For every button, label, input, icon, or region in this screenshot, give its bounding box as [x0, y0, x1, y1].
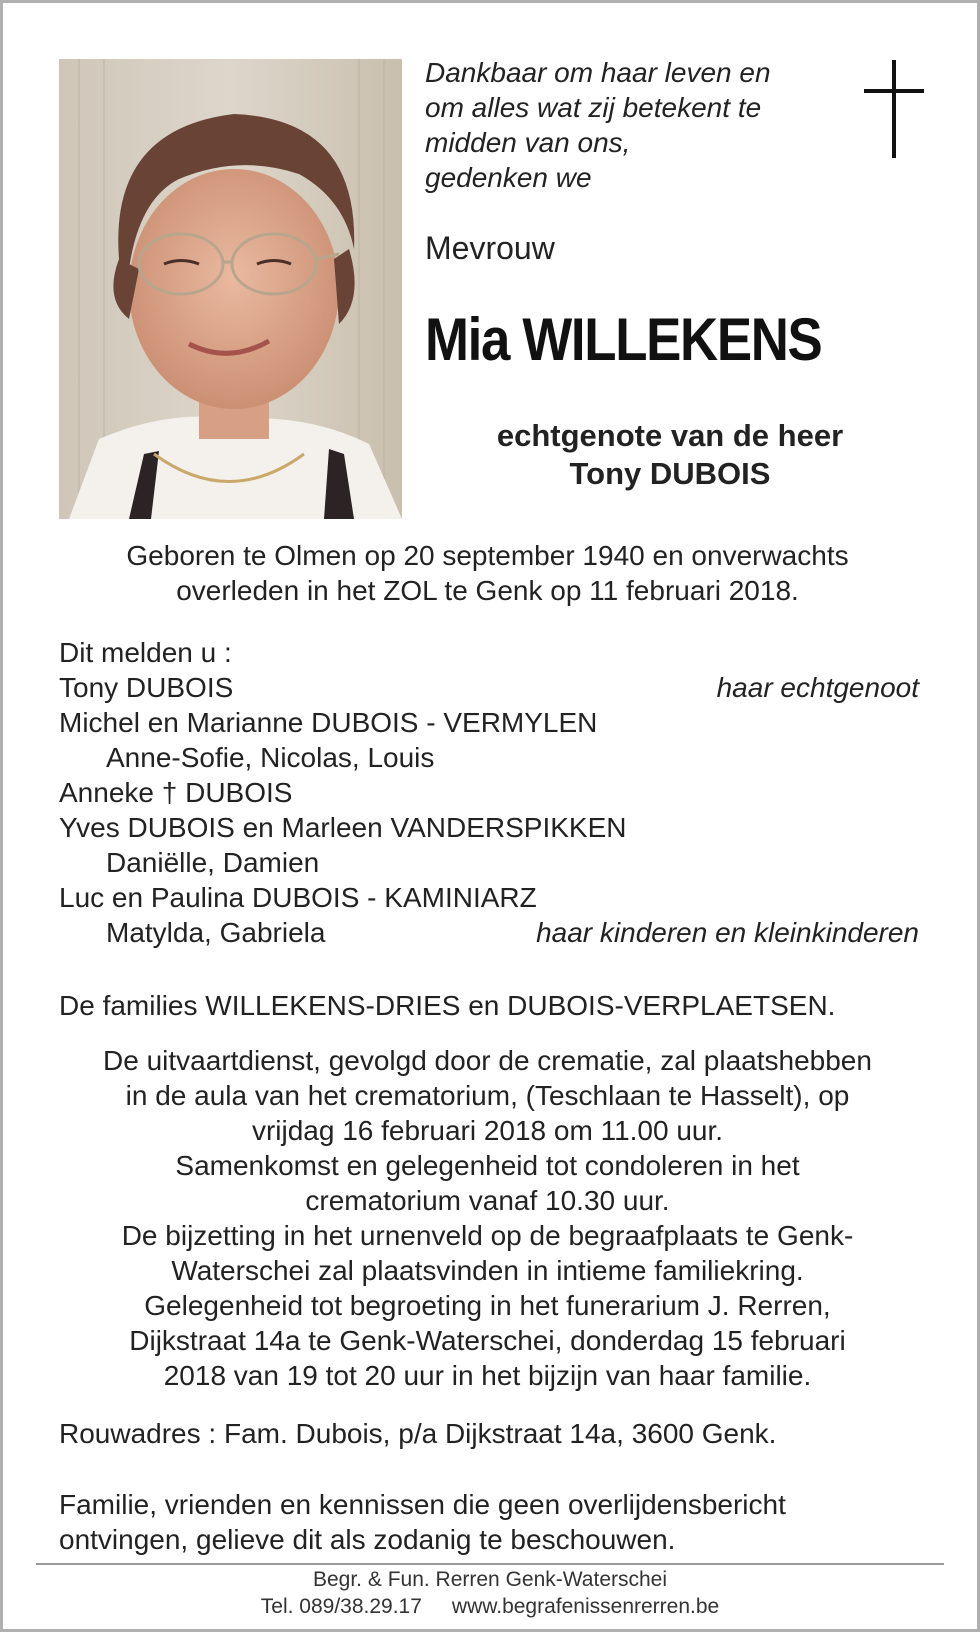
latin-cross-icon — [864, 60, 924, 160]
families-line: De families WILLEKENS-DRIES en DUBOIS-VERPLAETSEN. — [59, 990, 836, 1021]
family-role: haar echtgenoot — [716, 672, 919, 703]
service-line: De uitvaartdienst, gevolgd door de crematie, zal plaatshebben — [103, 1045, 872, 1076]
service-details — [40, 1043, 935, 1393]
family-member: Daniëlle, Damien — [106, 847, 320, 878]
service-line: Gelegenheid tot begroeting in het funerarium J. Rerren, — [144, 1290, 831, 1321]
family-member: Anneke † DUBOIS — [59, 777, 293, 808]
service-line: in de aula van het crematorium, (Teschlaan te Hasselt), op — [125, 1080, 850, 1111]
spouse-line: echtgenote van de heer — [496, 418, 844, 453]
mourning-address: Rouwadres : Fam. Dubois, p/a Dijkstraat 14a, 3600 Genk. — [59, 1418, 777, 1449]
quote-line: Dankbaar om haar leven en — [425, 57, 771, 88]
family-member: Tony DUBOIS — [59, 672, 234, 703]
family-member: Matylda, Gabriela — [106, 917, 326, 948]
spouse-block — [425, 417, 915, 493]
family-member: Luc en Paulina DUBOIS - KAMINIARZ — [59, 882, 537, 913]
family-role: haar kinderen en kleinkinderen — [536, 917, 919, 948]
service-line: 2018 van 19 tot 20 uur in het bijzijn van haar familie. — [163, 1360, 812, 1391]
family-member: Michel en Marianne DUBOIS - VERMYLEN — [59, 707, 598, 738]
family-list — [59, 635, 919, 950]
service-line: crematorium vanaf 10.30 uur. — [305, 1185, 670, 1216]
footer-contact — [0, 1594, 980, 1620]
birth-death-text — [40, 538, 935, 608]
family-row — [59, 670, 919, 705]
family-row — [59, 705, 919, 740]
service-line: De bijzetting in het urnenveld op de begraafplaats te Genk- — [121, 1220, 854, 1251]
spouse-line: Tony DUBOIS — [569, 456, 771, 491]
family-row — [59, 740, 919, 775]
quote-line: om alles wat zij betekent te — [425, 92, 762, 123]
quote-line: midden van ons, — [425, 127, 631, 158]
portrait-photo — [59, 59, 402, 519]
footer-website[interactable]: www.begrafenissenrerren.be — [451, 1595, 720, 1618]
footer-divider — [36, 1563, 944, 1565]
family-row — [59, 880, 919, 915]
family-member: Yves DUBOIS en Marleen VANDERSPIKKEN — [59, 812, 627, 843]
memorial-quote — [425, 55, 825, 195]
service-line: Samenkomst en gelegenheid tot condoleren in het — [175, 1150, 800, 1181]
family-row — [59, 775, 919, 810]
family-member: Anne-Sofie, Nicolas, Louis — [106, 742, 435, 773]
service-line: Waterschei zal plaatsvinden in intieme familiekring. — [171, 1255, 804, 1286]
birth-death-line: overleden in het ZOL te Genk op 11 februari 2018. — [176, 575, 799, 606]
footer-company: Begr. & Fun. Rerren Genk-Waterschei — [312, 1568, 668, 1591]
service-line: Dijkstraat 14a te Genk-Waterschei, donderdag 15 februari — [129, 1325, 846, 1356]
quote-line: gedenken we — [425, 162, 592, 193]
closing-line: Familie, vrienden en kennissen die geen overlijdensbericht — [59, 1489, 786, 1520]
footer-phone: Tel. 089/38.29.17 — [260, 1595, 422, 1618]
family-row — [59, 845, 919, 880]
birth-death-line: Geboren te Olmen op 20 september 1940 en onverwachts — [126, 540, 849, 571]
closing-line: ontvingen, gelieve dit als zodanig te beschouwen. — [59, 1524, 676, 1555]
honorific: Mevrouw — [425, 230, 555, 266]
deceased-name: Mia WILLEKENS — [425, 306, 822, 373]
family-row — [59, 915, 919, 950]
family-intro: Dit melden u : — [59, 637, 232, 668]
family-row — [59, 810, 919, 845]
service-line: vrijdag 16 februari 2018 om 11.00 uur. — [251, 1115, 724, 1146]
